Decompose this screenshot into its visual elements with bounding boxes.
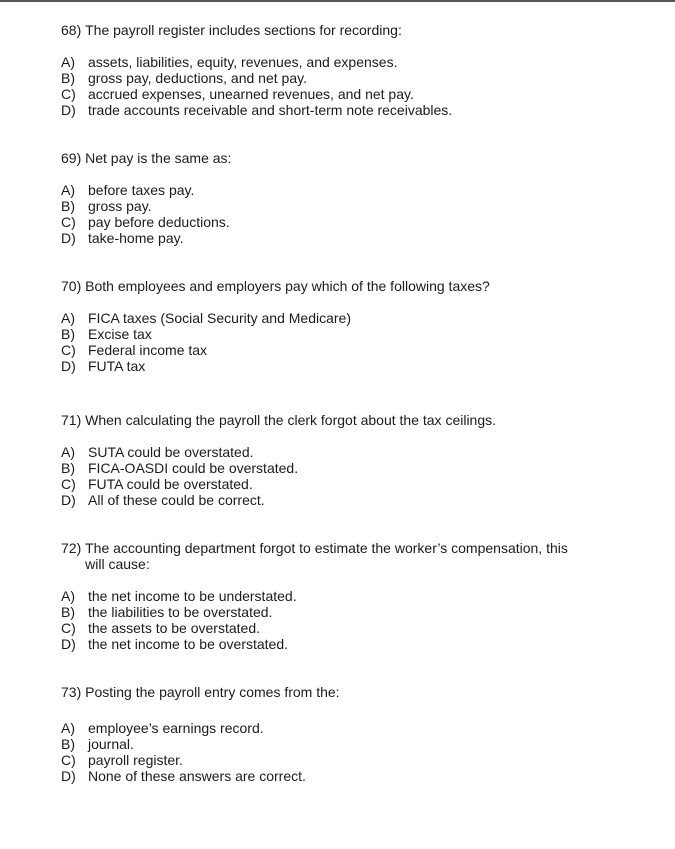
option-letter: C) [61, 476, 76, 492]
option-letter: C) [61, 620, 76, 636]
option-text: the net income to be understated. [88, 588, 297, 604]
option-letter: D) [61, 358, 76, 374]
option-letter: A) [61, 588, 75, 604]
answer-option-b [61, 198, 661, 214]
question-stem [61, 540, 571, 572]
question-text: The accounting department forgot to estimate the worker’s compensation, this will cause: [85, 540, 568, 572]
answer-option-d [61, 358, 661, 374]
top-border-line [0, 0, 675, 2]
option-text: FUTA could be overstated. [88, 476, 253, 492]
option-text: Federal income tax [88, 342, 208, 358]
option-text: payroll register. [88, 752, 183, 768]
option-letter: A) [61, 182, 75, 198]
question-number: 68) [61, 22, 82, 38]
option-letter: B) [61, 326, 75, 342]
option-text: accrued expenses, unearned revenues, and net pay. [88, 86, 414, 102]
answer-option-d [61, 492, 661, 508]
option-text: None of these answers are correct. [88, 768, 306, 784]
question-number: 69) [61, 150, 82, 166]
option-text: the net income to be overstated. [88, 636, 289, 652]
option-text: FICA-OASDI could be overstated. [88, 460, 299, 476]
question-number: 72) [61, 540, 82, 556]
option-letter: D) [61, 636, 76, 652]
option-letter: A) [61, 310, 75, 326]
option-text: the liabilities to be overstated. [88, 604, 273, 620]
answer-option-d [61, 768, 661, 784]
answer-option-b [61, 326, 661, 342]
question-stem [61, 150, 661, 166]
option-letter: C) [61, 342, 76, 358]
question-70 [61, 278, 661, 374]
option-letter: C) [61, 86, 76, 102]
option-letter: B) [61, 736, 75, 752]
question-68 [61, 22, 661, 118]
question-stem [61, 22, 661, 38]
answer-option-a [61, 310, 661, 326]
option-text: FUTA tax [88, 358, 146, 374]
question-73 [61, 684, 661, 784]
question-text: Posting the payroll entry comes from the: [85, 684, 340, 700]
option-text: employee’s earnings record. [88, 720, 264, 736]
option-text: SUTA could be overstated. [88, 444, 254, 460]
question-69 [61, 150, 661, 246]
option-text: assets, liabilities, equity, revenues, and expenses. [88, 54, 398, 70]
answer-options [61, 310, 661, 374]
answer-option-d [61, 636, 571, 652]
answer-option-a [61, 720, 661, 736]
question-stem [61, 278, 661, 294]
option-letter: D) [61, 230, 76, 246]
option-text: gross pay. [88, 198, 152, 214]
answer-option-b [61, 736, 661, 752]
question-number: 71) [61, 412, 82, 428]
option-letter: B) [61, 604, 75, 620]
answer-option-b [61, 70, 661, 86]
option-letter: D) [61, 768, 76, 784]
answer-option-b [61, 604, 571, 620]
answer-options [61, 720, 661, 784]
question-text: Both employees and employers pay which of the following taxes? [85, 278, 490, 294]
option-letter: D) [61, 102, 76, 118]
option-letter: C) [61, 752, 76, 768]
option-text: pay before deductions. [88, 214, 230, 230]
option-letter: B) [61, 70, 75, 86]
answer-option-a [61, 182, 661, 198]
answer-option-a [61, 54, 661, 70]
question-stem [61, 412, 661, 428]
question-stem [61, 684, 661, 700]
answer-option-c [61, 86, 661, 102]
option-letter: D) [61, 492, 76, 508]
answer-option-c [61, 214, 661, 230]
answer-option-c [61, 476, 661, 492]
question-text: The payroll register includes sections for recording: [85, 22, 402, 38]
option-text: the assets to be overstated. [88, 620, 260, 636]
answer-option-b [61, 460, 661, 476]
option-text: trade accounts receivable and short-term note receivables. [88, 102, 453, 118]
answer-option-c [61, 342, 661, 358]
answer-option-a [61, 588, 571, 604]
option-text: before taxes pay. [88, 182, 195, 198]
option-text: Excise tax [88, 326, 152, 342]
question-72 [61, 540, 571, 652]
option-text: journal. [88, 736, 134, 752]
answer-options [61, 588, 571, 652]
option-letter: C) [61, 214, 76, 230]
question-number: 73) [61, 684, 82, 700]
option-text: All of these could be correct. [88, 492, 265, 508]
answer-options [61, 444, 661, 508]
answer-option-c [61, 752, 661, 768]
answer-options [61, 182, 661, 246]
option-letter: B) [61, 198, 75, 214]
question-number: 70) [61, 278, 82, 294]
option-letter: A) [61, 54, 75, 70]
question-text: Net pay is the same as: [85, 150, 232, 166]
answer-option-d [61, 230, 661, 246]
question-71 [61, 412, 661, 508]
answer-options [61, 54, 661, 118]
option-letter: A) [61, 444, 75, 460]
answer-option-c [61, 620, 571, 636]
option-text: FICA taxes (Social Security and Medicare) [88, 310, 351, 326]
option-text: gross pay, deductions, and net pay. [88, 70, 307, 86]
option-letter: A) [61, 720, 75, 736]
answer-option-d [61, 102, 661, 118]
option-text: take-home pay. [88, 230, 184, 246]
answer-option-a [61, 444, 661, 460]
option-letter: B) [61, 460, 75, 476]
question-text: When calculating the payroll the clerk forgot about the tax ceilings. [85, 412, 497, 428]
